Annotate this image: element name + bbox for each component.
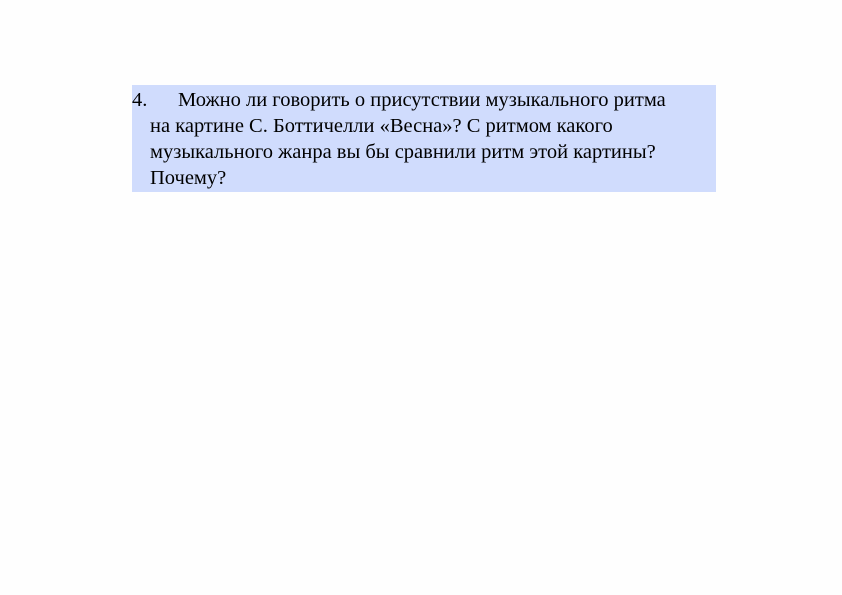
question-text-line-3: музыкального жанра вы бы сравнили ритм этой картины? <box>150 141 656 163</box>
question-line-1 <box>132 87 716 114</box>
question-text-line-1: Можно ли говорить о присутствии музыкального ритма <box>178 89 666 111</box>
question-number: 4. <box>132 89 148 111</box>
question-block <box>132 85 716 192</box>
question-text-line-4: Почему? <box>150 167 227 189</box>
question-text-line-2: на картине С. Боттичелли «Весна»? С ритмом какого <box>150 115 613 137</box>
